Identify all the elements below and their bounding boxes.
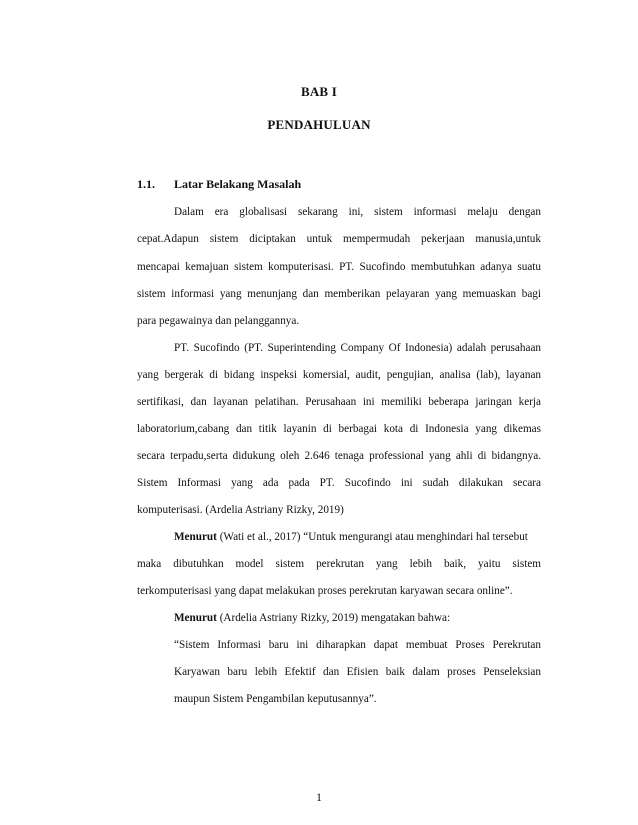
paragraph-line: yang bergerak di bidang inspeksi komersial, audit, pengujian, analisa (lab), layanan [137, 369, 541, 381]
paragraph-line: PT. Sucofindo (PT. Superintending Company Of Indonesia) adalah perusahaan [174, 342, 541, 354]
line-text: (Wati et al., 2017) “Untuk mengurangi atau menghindari hal tersebut [216, 531, 528, 543]
paragraph-line: cepat.Adapun sistem diciptakan untuk mempermudah pekerjaan manusia,untuk [137, 233, 541, 245]
paragraph-line: maka dibutuhkan model sistem perekrutan yang lebih baik, yaitu sistem [137, 558, 541, 570]
paragraph-line: Sistem Informasi yang ada pada PT. Sucofindo ini sudah dilakukan secara [137, 477, 541, 489]
bold-lead: Menurut [174, 531, 217, 543]
paragraph-line: terkomputerisasi yang dapat melakukan proses perekrutan karyawan secara online”. [137, 585, 513, 597]
paragraph-line: para pegawainya dan pelanggannya. [137, 315, 300, 327]
quote-line: Karyawan baru lebih Efektif dan Efisien baik dalam proses Penseleksian [174, 666, 541, 678]
paragraph-line: sertifikasi, dan layanan pelatihan. Perusahaan ini memiliki beberapa jaringan kerja [137, 396, 541, 408]
paragraph-line: sistem informasi yang menunjang dan memberikan pelayaran yang memuaskan bagi [137, 288, 541, 300]
paragraph-line: Dalam era globalisasi sekarang ini, sistem informasi melaju dengan [174, 206, 541, 218]
chapter-label: BAB I [300, 84, 338, 99]
paragraph-line: mencapai kemajuan sistem komputerisasi. PT. Sucofindo membutuhkan adanya suatu [137, 261, 541, 273]
section-number: 1.1. [137, 177, 155, 191]
line-text: (Ardelia Astriany Rizky, 2019) mengatakan bahwa: [216, 612, 451, 624]
section-heading [137, 177, 301, 192]
paragraph-line [174, 610, 541, 626]
paragraph-line: komputerisasi. (Ardelia Astriany Rizky, 2019) [137, 504, 344, 516]
paragraph-line: laboratorium,cabang dan titik layanin di berbagai kota di Indonesia yang dikemas [137, 423, 541, 435]
bold-lead: Menurut [174, 612, 217, 624]
quote-line: maupun Sistem Pengambilan keputusannya”. [174, 693, 377, 705]
paragraph-line: secara terpadu,serta didukung oleh 2.646 tenaga professional yang ahli di bidangnya. [137, 450, 541, 462]
page-number: 1 [316, 790, 322, 804]
quote-line: “Sistem Informasi baru ini diharapkan dapat membuat Proses Perekrutan [174, 639, 541, 651]
paragraph-line [174, 529, 541, 545]
chapter-title: PENDAHULUAN [267, 117, 371, 132]
section-title: Latar Belakang Masalah [174, 177, 302, 191]
